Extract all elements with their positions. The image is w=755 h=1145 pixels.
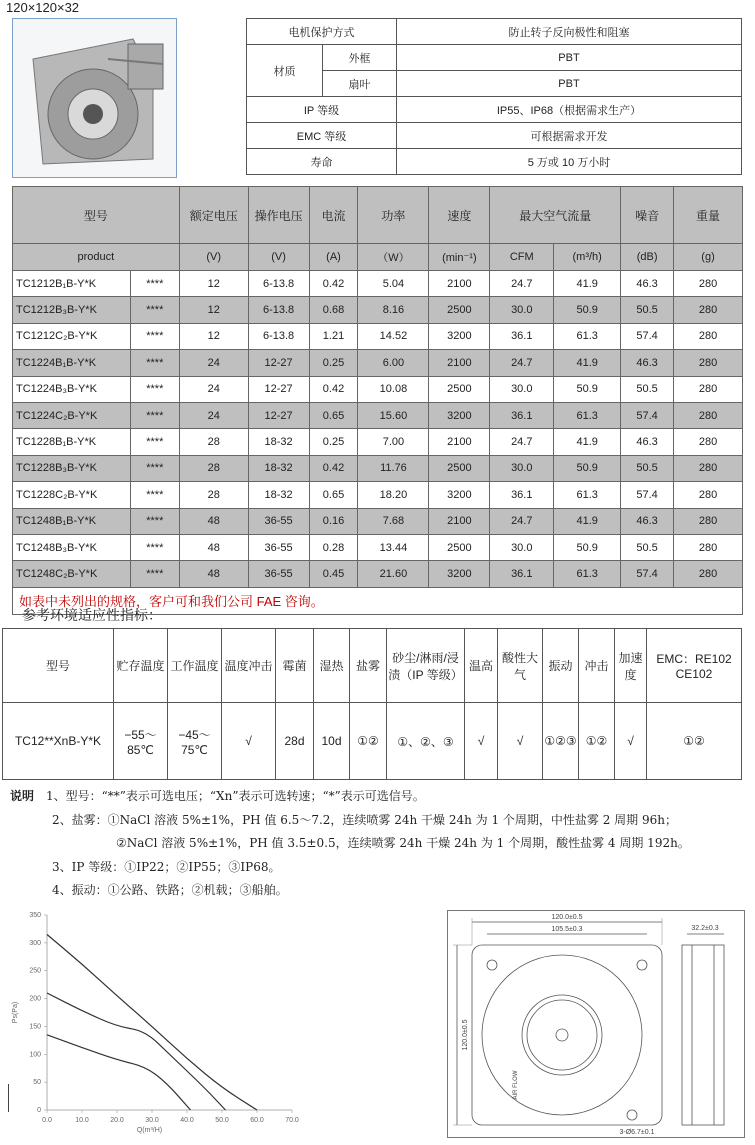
env-value-cell: ①②	[579, 703, 615, 780]
table-cell: 30.0	[490, 455, 554, 481]
table-row	[13, 402, 743, 428]
env-header-cell: 酸性大气	[498, 629, 543, 703]
airflow-label: AIR FLOW	[513, 1070, 519, 1100]
x-tick-label: 60.0	[250, 1117, 264, 1124]
table-cell: 280	[674, 534, 743, 560]
env-header-cell: EMC：RE102 CE102	[647, 629, 742, 703]
table-cell: 50.9	[554, 376, 621, 402]
table-cell: 36.1	[490, 402, 554, 428]
table-cell: 7.00	[358, 429, 429, 455]
table-cell: 0.25	[309, 350, 358, 376]
table-row	[13, 482, 743, 508]
y-tick-label: 100	[29, 1051, 41, 1059]
table-cell: ****	[130, 402, 179, 428]
env-header-cell: 砂尘/淋雨/浸渍（IP 等级）	[387, 629, 465, 703]
table-cell: 28	[179, 455, 248, 481]
table-row	[13, 429, 743, 455]
header-rated-voltage: 额定电压	[179, 187, 248, 244]
x-tick-label: 70.0	[285, 1117, 299, 1124]
spec-label: 外框	[323, 45, 397, 71]
table-cell: 61.3	[554, 402, 621, 428]
spec-group-label: 材质	[247, 45, 323, 97]
table-cell: 2500	[429, 297, 490, 323]
unit-cell: (m³/h)	[554, 244, 621, 271]
env-value-cell: −45～75℃	[168, 703, 222, 780]
table-cell: 2100	[429, 508, 490, 534]
unit-cell: (g)	[674, 244, 743, 271]
table-cell: 46.3	[621, 350, 674, 376]
table-row	[13, 455, 743, 481]
env-value-cell: ①②	[350, 703, 387, 780]
table-cell: 61.3	[554, 323, 621, 349]
table-cell: 28	[179, 429, 248, 455]
table-cell: 46.3	[621, 271, 674, 297]
table-cell: 10.08	[358, 376, 429, 402]
table-cell: 2500	[429, 376, 490, 402]
table-cell: 50.5	[621, 455, 674, 481]
table-cell: 3200	[429, 323, 490, 349]
table-cell: 46.3	[621, 508, 674, 534]
table-cell: ****	[130, 350, 179, 376]
table-cell: 0.65	[309, 402, 358, 428]
table-cell: ****	[130, 271, 179, 297]
table-cell: 2100	[429, 429, 490, 455]
table-row	[13, 271, 743, 297]
table-row	[13, 561, 743, 587]
table-cell: 280	[674, 455, 743, 481]
notes-label: 说明	[10, 789, 35, 803]
table-cell: 30.0	[490, 297, 554, 323]
env-value-cell: ①、②、③	[387, 703, 465, 780]
model-cell: TC1228C₂B-Y*K	[13, 482, 131, 508]
table-cell: 24	[179, 350, 248, 376]
model-cell: TC1212B₁B-Y*K	[13, 271, 131, 297]
table-cell: 0.28	[309, 534, 358, 560]
table-cell: 24.7	[490, 508, 554, 534]
dim-height: 120.0±0.5	[462, 1019, 469, 1051]
x-tick-label: 10.0	[75, 1117, 89, 1124]
table-cell: 57.4	[621, 323, 674, 349]
pq-curve-series	[47, 935, 257, 1111]
table-cell: 36-55	[248, 534, 309, 560]
model-cell: TC1224C₂B-Y*K	[13, 402, 131, 428]
table-cell: 18.20	[358, 482, 429, 508]
table-cell: 7.68	[358, 508, 429, 534]
table-cell: 2100	[429, 271, 490, 297]
unit-cell: (A)	[309, 244, 358, 271]
y-tick-label: 300	[29, 939, 41, 947]
table-cell: ****	[130, 376, 179, 402]
x-tick-label: 40.0	[180, 1117, 194, 1124]
page-edge-mark	[8, 1084, 9, 1112]
model-cell: TC1248C₂B-Y*K	[13, 561, 131, 587]
table-cell: 0.25	[309, 429, 358, 455]
notes-block	[10, 785, 750, 903]
pq-curve-chart	[2, 905, 307, 1135]
pq-curve-series	[47, 993, 226, 1110]
env-header-cell: 霉菌	[276, 629, 314, 703]
table-cell: 36.1	[490, 561, 554, 587]
table-cell: 48	[179, 561, 248, 587]
unit-product: product	[13, 244, 180, 271]
table-cell: 36.1	[490, 323, 554, 349]
pq-curve-series	[47, 1035, 191, 1110]
table-cell: 24.7	[490, 271, 554, 297]
unit-cell: （W）	[358, 244, 429, 271]
table-cell: 50.9	[554, 534, 621, 560]
x-tick-label: 20.0	[110, 1117, 124, 1124]
spec-value: 5 万或 10 万小时	[397, 149, 742, 175]
spec-value: 防止转子反向极性和阻塞	[397, 19, 742, 45]
table-cell: 12	[179, 297, 248, 323]
table-cell: 24.7	[490, 350, 554, 376]
table-cell: 57.4	[621, 482, 674, 508]
model-cell: TC1224B₁B-Y*K	[13, 350, 131, 376]
env-header-cell: 工作温度	[168, 629, 222, 703]
y-tick-label: 200	[29, 995, 41, 1003]
table-cell: 0.45	[309, 561, 358, 587]
unit-cell: (dB)	[621, 244, 674, 271]
table-cell: 6.00	[358, 350, 429, 376]
table-row	[13, 376, 743, 402]
product-photo	[12, 18, 177, 178]
spec-value: PBT	[397, 71, 742, 97]
table-row	[13, 508, 743, 534]
header-max-airflow: 最大空气流量	[490, 187, 621, 244]
table-cell: 18-32	[248, 455, 309, 481]
spec-label: 扇叶	[323, 71, 397, 97]
dim-hole: 3-Ø6.7±0.1	[619, 1129, 655, 1136]
note-line: 2、盐雾：①NaCl 溶液 5%±1%，PH 值 6.5～7.2，连续喷雾 24h 干燥 24h 为 1 个周期，中性盐雾 2 周期 96h；	[52, 812, 677, 827]
table-cell: 48	[179, 534, 248, 560]
model-cell: TC1224B₃B-Y*K	[13, 376, 131, 402]
header-power: 功率	[358, 187, 429, 244]
env-header-cell: 温高	[465, 629, 498, 703]
fan-photo-icon	[13, 19, 176, 177]
table-cell: ****	[130, 297, 179, 323]
env-header-cell: 贮存温度	[114, 629, 168, 703]
env-header-cell: 温度冲击	[222, 629, 276, 703]
table-cell: 280	[674, 429, 743, 455]
spec-value: PBT	[397, 45, 742, 71]
table-cell: 12-27	[248, 376, 309, 402]
table-cell: 6-13.8	[248, 323, 309, 349]
table-cell: 24	[179, 376, 248, 402]
table-cell: 12	[179, 271, 248, 297]
product-size-label: 120×120×32	[6, 0, 80, 15]
table-cell: 28	[179, 482, 248, 508]
table-cell: ****	[130, 561, 179, 587]
mechanical-drawing	[447, 910, 745, 1138]
table-cell: 21.60	[358, 561, 429, 587]
table-cell: 280	[674, 561, 743, 587]
table-cell: 36-55	[248, 561, 309, 587]
y-tick-label: 50	[33, 1079, 41, 1087]
model-cell: TC1248B₃B-Y*K	[13, 534, 131, 560]
unit-cell: (V)	[179, 244, 248, 271]
env-value-cell: 28d	[276, 703, 314, 780]
table-cell: 3200	[429, 561, 490, 587]
table-cell: 14.52	[358, 323, 429, 349]
y-axis-title: Ps(Pa)	[12, 1001, 19, 1024]
table-cell: 50.5	[621, 376, 674, 402]
x-tick-label: 50.0	[215, 1117, 229, 1124]
table-cell: ****	[130, 482, 179, 508]
table-cell: ****	[130, 323, 179, 349]
dim-width-total: 120.0±0.5	[551, 914, 583, 921]
table-cell: 41.9	[554, 429, 621, 455]
table-cell: 15.60	[358, 402, 429, 428]
table-cell: 0.42	[309, 455, 358, 481]
dim-depth: 32.2±0.3	[691, 925, 719, 932]
table-cell: 3200	[429, 402, 490, 428]
env-value-cell: √	[222, 703, 276, 780]
header-noise: 噪音	[621, 187, 674, 244]
table-cell: 48	[179, 508, 248, 534]
main-spec-table	[12, 186, 743, 615]
table-cell: 30.0	[490, 534, 554, 560]
header-speed: 速度	[429, 187, 490, 244]
table-cell: 12	[179, 323, 248, 349]
table-cell: 57.4	[621, 561, 674, 587]
table-cell: 18-32	[248, 429, 309, 455]
env-value-cell: −55～85℃	[114, 703, 168, 780]
table-cell: 41.9	[554, 350, 621, 376]
table-cell: 24	[179, 402, 248, 428]
spec-value: 可根据需求开发	[397, 123, 742, 149]
env-header-cell: 振动	[543, 629, 579, 703]
table-cell: 41.9	[554, 271, 621, 297]
header-operating-voltage: 操作电压	[248, 187, 309, 244]
y-tick-label: 350	[29, 912, 41, 919]
table-row	[13, 350, 743, 376]
table-cell: ****	[130, 429, 179, 455]
table-row	[13, 323, 743, 349]
table-cell: 3200	[429, 482, 490, 508]
footer-note: 如表中未列出的规格，客户可和我们公司 FAE 咨询。	[13, 587, 743, 614]
y-tick-label: 150	[29, 1023, 41, 1031]
table-row	[13, 297, 743, 323]
model-cell: TC1248B₁B-Y*K	[13, 508, 131, 534]
table-cell: 1.21	[309, 323, 358, 349]
unit-cell: (min⁻¹)	[429, 244, 490, 271]
env-model-cell: TC12**XnB-Y*K	[3, 703, 114, 780]
table-cell: 12-27	[248, 402, 309, 428]
table-cell: 0.68	[309, 297, 358, 323]
table-cell: 6-13.8	[248, 297, 309, 323]
y-tick-label: 250	[29, 967, 41, 975]
table-cell: ****	[130, 455, 179, 481]
table-cell: 13.44	[358, 534, 429, 560]
table-cell: 8.16	[358, 297, 429, 323]
spec-table	[246, 18, 742, 175]
dim-width-inner: 105.5±0.3	[551, 926, 583, 933]
env-value-cell: ①②	[647, 703, 742, 780]
spec-label: IP 等级	[247, 97, 397, 123]
spec-label: EMC 等级	[247, 123, 397, 149]
table-cell: 0.16	[309, 508, 358, 534]
table-cell: 2500	[429, 455, 490, 481]
note-line: ②NaCl 溶液 5%±1%，PH 值 3.5±0.5，连续喷雾 24h 干燥 24h 为 1 个周期，酸性盐雾 4 周期 192h。	[116, 836, 690, 850]
model-cell: TC1228B₃B-Y*K	[13, 455, 131, 481]
table-cell: 12-27	[248, 350, 309, 376]
env-value-cell: √	[498, 703, 543, 780]
env-header-cell: 冲击	[579, 629, 615, 703]
env-value-cell: ①②③	[543, 703, 579, 780]
x-tick-label: 0.0	[42, 1117, 52, 1124]
table-cell: 11.76	[358, 455, 429, 481]
unit-cell: (V)	[248, 244, 309, 271]
table-cell: ****	[130, 508, 179, 534]
table-row	[13, 534, 743, 560]
table-cell: 0.42	[309, 271, 358, 297]
spec-label: 电机保护方式	[247, 19, 397, 45]
table-cell: 18-32	[248, 482, 309, 508]
x-tick-label: 30.0	[145, 1117, 159, 1124]
table-cell: 61.3	[554, 482, 621, 508]
env-value-cell: √	[615, 703, 647, 780]
unit-cell: CFM	[490, 244, 554, 271]
spec-label: 寿命	[247, 149, 397, 175]
env-header-cell: 加速度	[615, 629, 647, 703]
table-cell: 41.9	[554, 508, 621, 534]
table-cell: 36.1	[490, 482, 554, 508]
table-cell: 36-55	[248, 508, 309, 534]
table-cell: 57.4	[621, 402, 674, 428]
table-cell: 280	[674, 350, 743, 376]
env-table	[2, 628, 742, 780]
header-current: 电流	[309, 187, 358, 244]
table-cell: 5.04	[358, 271, 429, 297]
table-cell: 280	[674, 271, 743, 297]
table-cell: 50.5	[621, 534, 674, 560]
env-value-cell: √	[465, 703, 498, 780]
table-cell: 2500	[429, 534, 490, 560]
table-cell: 0.42	[309, 376, 358, 402]
y-tick-label: 0	[37, 1107, 41, 1114]
table-cell: 280	[674, 323, 743, 349]
table-cell: 6-13.8	[248, 271, 309, 297]
table-cell: 24.7	[490, 429, 554, 455]
table-cell: 61.3	[554, 561, 621, 587]
model-cell: TC1228B₁B-Y*K	[13, 429, 131, 455]
header-model: 型号	[13, 187, 180, 244]
table-cell: 280	[674, 482, 743, 508]
note-line: 1、型号：“**”表示可选电压；“Xn”表示可选转速；“*”表示可选信号。	[46, 789, 425, 803]
table-cell: 46.3	[621, 429, 674, 455]
env-header-cell: 盐雾	[350, 629, 387, 703]
table-cell: 50.5	[621, 297, 674, 323]
table-cell: 280	[674, 402, 743, 428]
table-cell: 280	[674, 508, 743, 534]
env-header-cell: 湿热	[314, 629, 350, 703]
model-cell: TC1212C₂B-Y*K	[13, 323, 131, 349]
note-line: 3、IP 等级：①IP22；②IP55；③IP68。	[52, 859, 281, 874]
table-cell: 280	[674, 376, 743, 402]
model-cell: TC1212B₃B-Y*K	[13, 297, 131, 323]
table-cell: 50.9	[554, 455, 621, 481]
table-cell: 30.0	[490, 376, 554, 402]
table-cell: ****	[130, 534, 179, 560]
env-value-cell: 10d	[314, 703, 350, 780]
table-cell: 2100	[429, 350, 490, 376]
table-cell: 50.9	[554, 297, 621, 323]
spec-value: IP55、IP68（根据需求生产）	[397, 97, 742, 123]
note-line: 4、振动：①公路、铁路；②机载；③船舶。	[52, 883, 288, 897]
table-cell: 0.65	[309, 482, 358, 508]
x-axis-title: Q(m³/H)	[136, 1127, 163, 1134]
table-cell: 280	[674, 297, 743, 323]
header-weight: 重量	[674, 187, 743, 244]
env-header-cell: 型号	[3, 629, 114, 703]
env-title: 参考环境适应性指标：	[22, 607, 162, 623]
